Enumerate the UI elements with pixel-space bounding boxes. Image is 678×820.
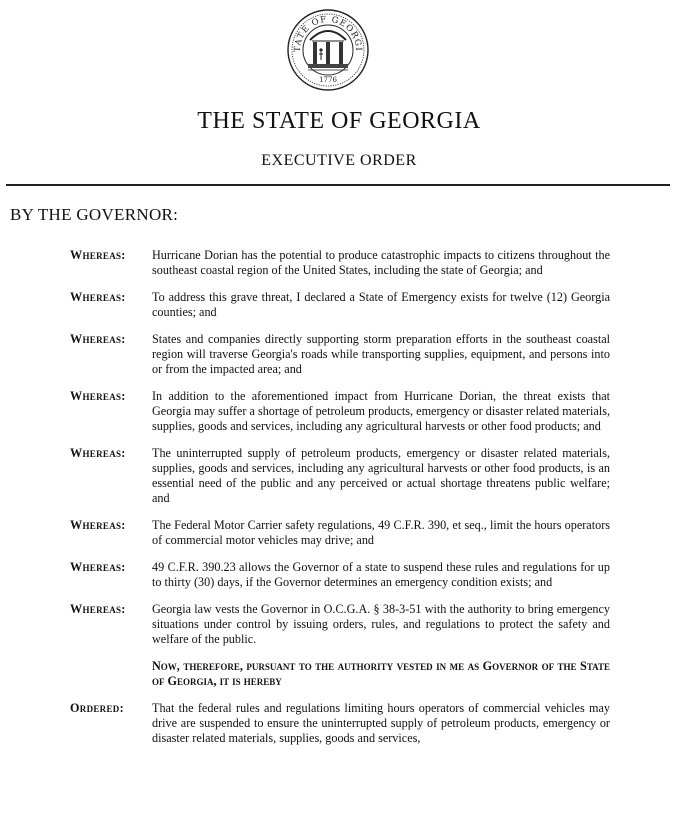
document-title: THE STATE OF GEORGIA (197, 108, 481, 134)
whereas-label: Whereas: (70, 290, 126, 304)
whereas-clause (70, 248, 610, 278)
whereas-clause (70, 518, 610, 548)
whereas-text: The Federal Motor Carrier safety regulations, 49 C.F.R. 390, et seq., limit the hours operators of commercial motor vehicles may drive; and (152, 518, 610, 547)
whereas-label: Whereas: (70, 446, 126, 460)
whereas-label: Whereas: (70, 560, 126, 574)
whereas-clause (70, 560, 610, 590)
whereas-label: Whereas: (70, 332, 126, 346)
clauses-section (70, 248, 610, 758)
ordered-clause (70, 701, 610, 746)
whereas-clause (70, 446, 610, 506)
whereas-label: Whereas: (70, 518, 126, 532)
whereas-text: Georgia law vests the Governor in O.C.G.A. § 38-3-51 with the authority to bring emergency situations under control by issuing orders, rules, and regulations to protect the safety and welfare of the public. (152, 602, 610, 646)
whereas-label: Whereas: (70, 389, 126, 403)
ordered-label: Ordered: (70, 701, 124, 715)
whereas-clause (70, 389, 610, 434)
document-subtitle: EXECUTIVE ORDER (261, 152, 417, 169)
now-therefore-clause: Now, therefore, pursuant to the authority vested in me as Governor of the State of Georgia, it is hereby (152, 659, 610, 688)
georgia-seal-icon (286, 8, 370, 96)
whereas-label: Whereas: (70, 602, 126, 616)
whereas-clause (70, 602, 610, 647)
svg-text:STATE OF GEORGIA (286, 8, 363, 52)
whereas-text: 49 C.F.R. 390.23 allows the Governor of a state to suspend these rules and regulations for up to thirty (30) days, if the Governor determines an emergency condition exists; and (152, 560, 610, 589)
whereas-text: In addition to the aforementioned impact from Hurricane Dorian, the threat exists that Georgia may suffer a shortage of petroleum products, emergency or disaster related materials, supplies, goods and services, including any agricultural harvests or other food products; and (152, 389, 610, 433)
ordered-text: That the federal rules and regulations limiting hours operators of commercial vehicles may drive are suspended to ensure the uninterrupted supply of petroleum products, emergency or disaster related materials, supplies, goods and services, (152, 701, 610, 745)
whereas-clause (70, 290, 610, 320)
seal-year: 1776 (319, 76, 337, 84)
whereas-label: Whereas: (70, 248, 126, 262)
whereas-clause (70, 332, 610, 377)
by-governor-heading: BY THE GOVERNOR: (10, 205, 179, 224)
whereas-text: The uninterrupted supply of petroleum products, emergency or disaster related materials, supplies, goods and services, including any agricultural harvests or other food products, is an essential need of the public and any perceived or actual shortage threatens public welfare; and (152, 446, 610, 505)
header-divider (6, 184, 670, 186)
seal-ring-text: TATE OF GEORGI (292, 14, 364, 53)
whereas-text: To address this grave threat, I declared a State of Emergency exists for twelve (12) Georgia counties; and (152, 290, 610, 319)
whereas-text: Hurricane Dorian has the potential to produce catastrophic impacts to citizens throughout the southeast coastal region of the United States, including the state of Georgia; and (152, 248, 610, 277)
whereas-text: States and companies directly supporting storm preparation efforts in the southeast coastal region will traverse Georgia's roads while transporting supplies, equipment, and persons into or from the impacted area; and (152, 332, 610, 376)
state-seal (286, 8, 370, 96)
